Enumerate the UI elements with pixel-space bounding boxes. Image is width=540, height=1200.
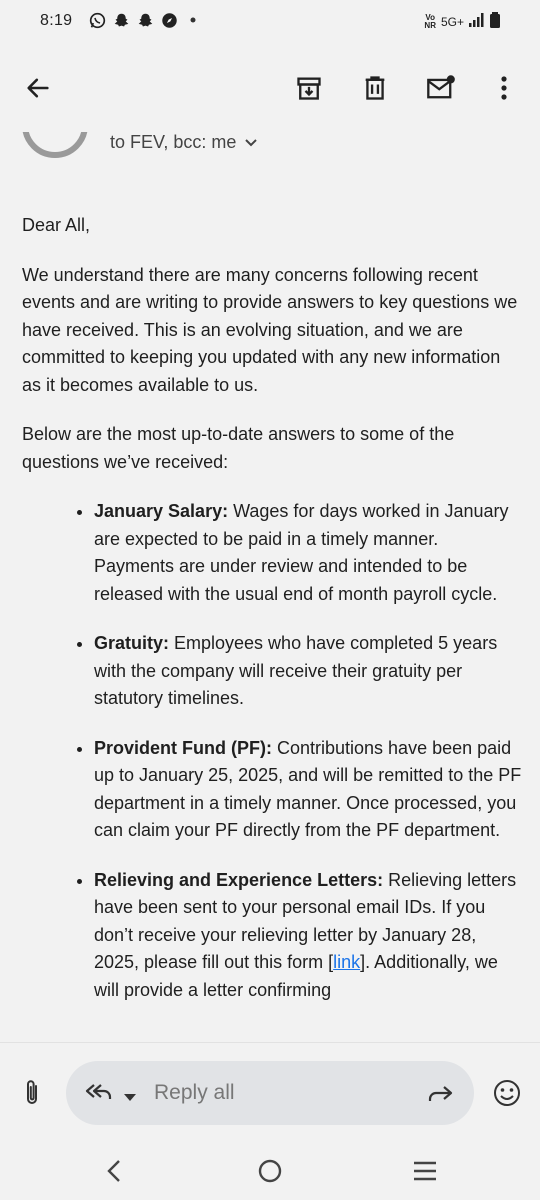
list-item: • Relieving and Experience Letters: Relieving letters have been sent to your personal email IDs. If you don’t receive your relieving letter by January 28, 2025, please fill out this form [link]. Additionally, we will provide a letter confirming — [94, 867, 522, 1005]
paperclip-icon[interactable] — [12, 1073, 52, 1113]
faq-list — [22, 498, 522, 1004]
nav-back-icon[interactable] — [104, 1158, 124, 1189]
snapchat-icon — [136, 11, 154, 29]
status-bar — [0, 0, 540, 44]
nav-home-icon[interactable] — [257, 1158, 283, 1189]
emoji-icon[interactable] — [487, 1073, 527, 1113]
trash-icon[interactable] — [355, 68, 395, 108]
vonr-indicator: Vo NR — [424, 12, 436, 30]
more-vert-icon[interactable] — [484, 68, 524, 108]
list-item: • Provident Fund (PF): Contributions have been paid up to January 25, 2025, and will be remitted to the PF department in a timely manner. Once processed, you can claim your PF directly from the PF department. — [94, 735, 522, 845]
signal-icon — [469, 13, 485, 30]
form-link[interactable]: link — [333, 952, 361, 972]
battery-icon — [490, 12, 500, 31]
chevron-down-icon[interactable] — [244, 132, 258, 153]
system-nav-bar — [0, 1142, 540, 1200]
toolbar — [0, 44, 540, 132]
reply-bar — [0, 1042, 540, 1143]
email-content — [0, 132, 540, 1042]
avatar[interactable] — [22, 132, 88, 158]
recipients-line[interactable] — [110, 132, 258, 153]
forward-icon[interactable] — [426, 1081, 454, 1110]
dot-icon — [184, 11, 202, 29]
list-item: • January Salary: Wages for days worked in January are expected to be paid in a timely manner. Payments are under review and intended to be released with the usual end of month payroll cycle. — [94, 498, 522, 608]
greeting: Dear All, — [22, 215, 91, 235]
reply-all-icon[interactable] — [84, 1079, 114, 1108]
dropdown-arrow-icon[interactable] — [124, 1089, 136, 1107]
email-body — [22, 212, 522, 1026]
recipients-text: to FEV, bcc: me — [110, 132, 237, 152]
snapchat-icon — [112, 11, 130, 29]
status-right — [424, 12, 500, 31]
questions-intro: Below are the most up-to-date answers to some of the questions we’ve received: — [22, 424, 455, 472]
archive-icon[interactable] — [289, 68, 329, 108]
whatsapp-icon — [88, 11, 106, 29]
network-label: 5G+ — [440, 14, 464, 29]
notification-icons — [88, 11, 202, 29]
compass-icon — [160, 11, 178, 29]
status-time: 8:19 — [40, 12, 73, 29]
list-item: • Gratuity: Employees who have completed 5 years with the company will receive their gratuity per statutory timelines. — [94, 630, 522, 713]
nav-recents-icon[interactable] — [412, 1161, 438, 1186]
back-arrow-icon[interactable] — [18, 68, 58, 108]
mark-unread-icon[interactable] — [421, 68, 461, 108]
reply-all-box[interactable] — [66, 1061, 474, 1125]
intro-paragraph: We understand there are many concerns following recent events and are writing to provide answers to key questions we have received. This is an evolving situation, and we are committed to keeping you updated with any new information as it becomes available to us. — [22, 264, 518, 395]
reply-placeholder: Reply all — [154, 1081, 235, 1104]
